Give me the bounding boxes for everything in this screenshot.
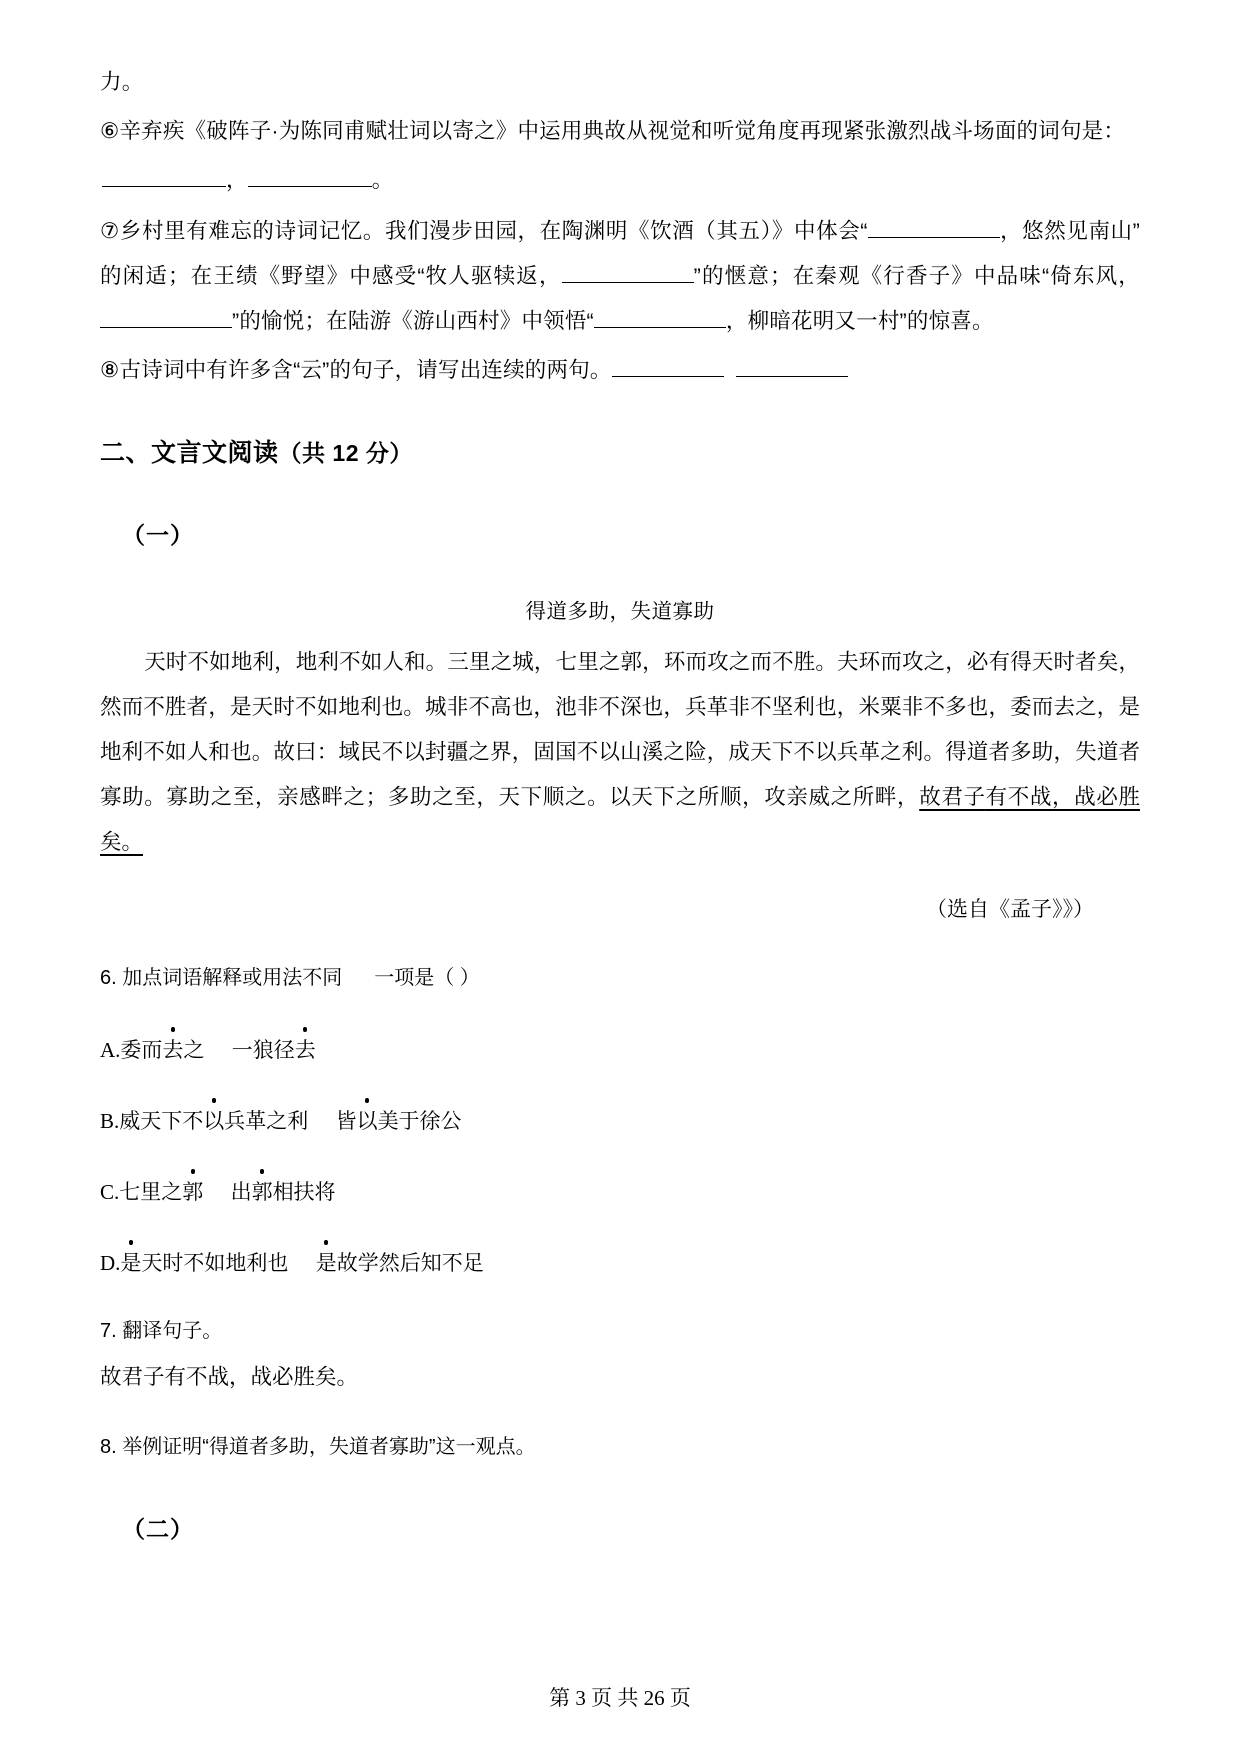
fill-item-8 bbox=[100, 348, 1140, 393]
subsection-label-one: （一） bbox=[122, 522, 194, 548]
choice-d-seg1-dotted: 是 bbox=[120, 1249, 141, 1279]
choice-b[interactable] bbox=[100, 1106, 1140, 1137]
choice-b-letter: B. bbox=[100, 1109, 120, 1133]
fill-item-6 bbox=[100, 109, 1140, 154]
choice-d-seg2-post: 故学然后知不足 bbox=[336, 1252, 484, 1275]
answer-blank-6-2[interactable] bbox=[248, 165, 372, 188]
choice-d[interactable] bbox=[100, 1248, 1140, 1279]
answer-blank-8-2[interactable] bbox=[736, 355, 848, 378]
choice-b-seg2-dotted: 以 bbox=[357, 1107, 378, 1137]
fill-in-blank-block bbox=[100, 60, 1140, 393]
choice-d-seg1-post: 天时不如地利也 bbox=[141, 1252, 289, 1275]
passage-body bbox=[100, 640, 1140, 865]
choice-b-seg1-dotted: 以 bbox=[203, 1107, 224, 1137]
choice-d-seg2-dotted: 是 bbox=[316, 1249, 337, 1279]
choice-b-seg2-pre: 皆 bbox=[335, 1110, 357, 1133]
section-heading-2-main: 二、文言文阅读 bbox=[100, 439, 279, 467]
fill-item-8-marker: ⑧ bbox=[100, 358, 120, 382]
page-footer: 第 3 页 共 26 页 bbox=[549, 1686, 691, 1710]
question-7 bbox=[100, 1313, 1140, 1349]
continued-fragment: 力。 bbox=[100, 70, 144, 94]
fill-item-7-text-part5: ，柳暗花明又一村”的惊喜。 bbox=[725, 309, 994, 333]
choice-b-seg2-post: 美于徐公 bbox=[377, 1110, 462, 1133]
choice-b-seg1-post: 兵革之利 bbox=[224, 1110, 309, 1133]
fill-item-6-text: 辛弃疾《破阵子·为陈同甫赋壮词以寄之》中运用典故从视觉和听觉角度再现紧张激烈战斗场面的词句是： bbox=[119, 119, 1126, 143]
passage-underlined-1: 故君子 bbox=[919, 785, 986, 809]
answer-blank-6-1[interactable] bbox=[102, 165, 226, 188]
question-8-number: 8. bbox=[100, 1436, 117, 1458]
passage-line-4: 多助，失道者寡助。寡助之至，亲感畔之；多助之至，天下顺之。以天下之所顺，攻亲威之所畔， bbox=[100, 740, 1140, 809]
question-6 bbox=[100, 961, 1140, 995]
fill-item-7-text-part3: ”的惬意；在秦观《行香子》中品味“倚东风， bbox=[693, 264, 1140, 288]
question-6-stem-part2[interactable]: 一项是（ ） bbox=[374, 967, 480, 989]
section-heading-2-score: （共 12 分） bbox=[278, 440, 413, 466]
fill-item-6-terminator: 。 bbox=[371, 168, 394, 192]
subsection-label-two: （二） bbox=[122, 1516, 194, 1542]
fill-item-7 bbox=[100, 209, 1140, 344]
choice-d-letter: D. bbox=[100, 1251, 121, 1275]
choice-b-seg1-pre: 威天下不 bbox=[119, 1110, 204, 1133]
choice-c[interactable] bbox=[100, 1177, 1140, 1208]
choice-a-seg2-dotted: 去 bbox=[295, 1036, 316, 1066]
choice-a-seg1-post: 之 bbox=[183, 1039, 205, 1062]
passage-line-2: 矣，然而不胜者，是天时不如地利也。城非不高也，池非不深也，兵革非不坚利也，米粟非不多也，委而 bbox=[100, 650, 1140, 719]
question-6-stem-part1: 加点词语解释或用法不同 bbox=[122, 967, 343, 989]
passage-line-1: 天时不如地利，地利不如人和。三里之城，七里之郭，环而攻之而不胜。夫环而攻之，必有得天时者 bbox=[144, 650, 1097, 674]
passage-line-3: 去之，是地利不如人和也。故曰：域民不以封疆之界，固国不以山溪之险，成天下不以兵革之利。得道者 bbox=[100, 695, 1140, 764]
fill-item-7-marker: ⑦ bbox=[100, 219, 120, 243]
fill-item-7-text-part2: ，悠然见南山”的闲适；在王绩《野望》中感受“牧人驱犊返， bbox=[100, 219, 1140, 288]
choice-a-seg2-pre: 一狼径 bbox=[231, 1039, 295, 1062]
choice-c-seg1-pre: 七里之 bbox=[119, 1181, 183, 1204]
answer-blank-7-2[interactable] bbox=[562, 261, 694, 284]
choice-c-seg2-post: 相扶将 bbox=[272, 1181, 336, 1204]
choice-c-letter: C. bbox=[100, 1180, 120, 1204]
question-7-stem: 翻译句子。 bbox=[122, 1320, 223, 1342]
choice-c-seg1-dotted: 郭 bbox=[182, 1178, 203, 1208]
choice-a[interactable] bbox=[100, 1035, 1140, 1066]
fill-item-7-text-part4: ”的愉悦；在陆游《游山西村》中领悟“ bbox=[232, 309, 594, 333]
section-heading-2 bbox=[100, 433, 1140, 469]
choice-c-seg2-dotted: 郭 bbox=[252, 1178, 273, 1208]
answer-blank-8-1[interactable] bbox=[612, 355, 724, 378]
question-6-number: 6. bbox=[100, 967, 117, 989]
question-7-sentence: 故君子有不战，战必胜矣。 bbox=[100, 1365, 359, 1389]
question-8 bbox=[100, 1429, 1140, 1465]
fill-item-6-marker: ⑥ bbox=[100, 119, 120, 143]
fill-item-6-answer-row bbox=[100, 158, 1140, 203]
answer-blank-7-4[interactable] bbox=[594, 306, 726, 329]
answer-blank-7-1[interactable] bbox=[868, 216, 1000, 239]
passage-title: 得道多助，失道寡助 bbox=[525, 600, 715, 623]
fill-item-7-text-part1: 乡村里有难忘的诗词记忆。我们漫步田园，在陶渊明《饮酒（其五）》中体会“ bbox=[119, 219, 868, 243]
answer-blank-7-3[interactable] bbox=[100, 306, 232, 329]
passage-attribution: （选自《孟子》》） bbox=[926, 898, 1094, 921]
question-8-stem: 举例证明“得道者多助，失道者寡助”这一观点。 bbox=[122, 1436, 536, 1458]
choice-a-seg1-dotted: 去 bbox=[162, 1036, 183, 1066]
passage-underlined-2: 有不战，战必胜矣。 bbox=[100, 785, 1140, 854]
fill-item-6-separator: ， bbox=[226, 168, 248, 192]
question-7-number: 7. bbox=[100, 1320, 117, 1342]
choice-c-seg2-pre: 出 bbox=[230, 1181, 252, 1204]
fill-item-8-text: 古诗词中有许多含“云”的句子，请写出连续的两句。 bbox=[119, 358, 612, 382]
choice-a-seg1-pre: 委而 bbox=[120, 1039, 163, 1062]
choice-a-letter: A. bbox=[100, 1038, 121, 1062]
